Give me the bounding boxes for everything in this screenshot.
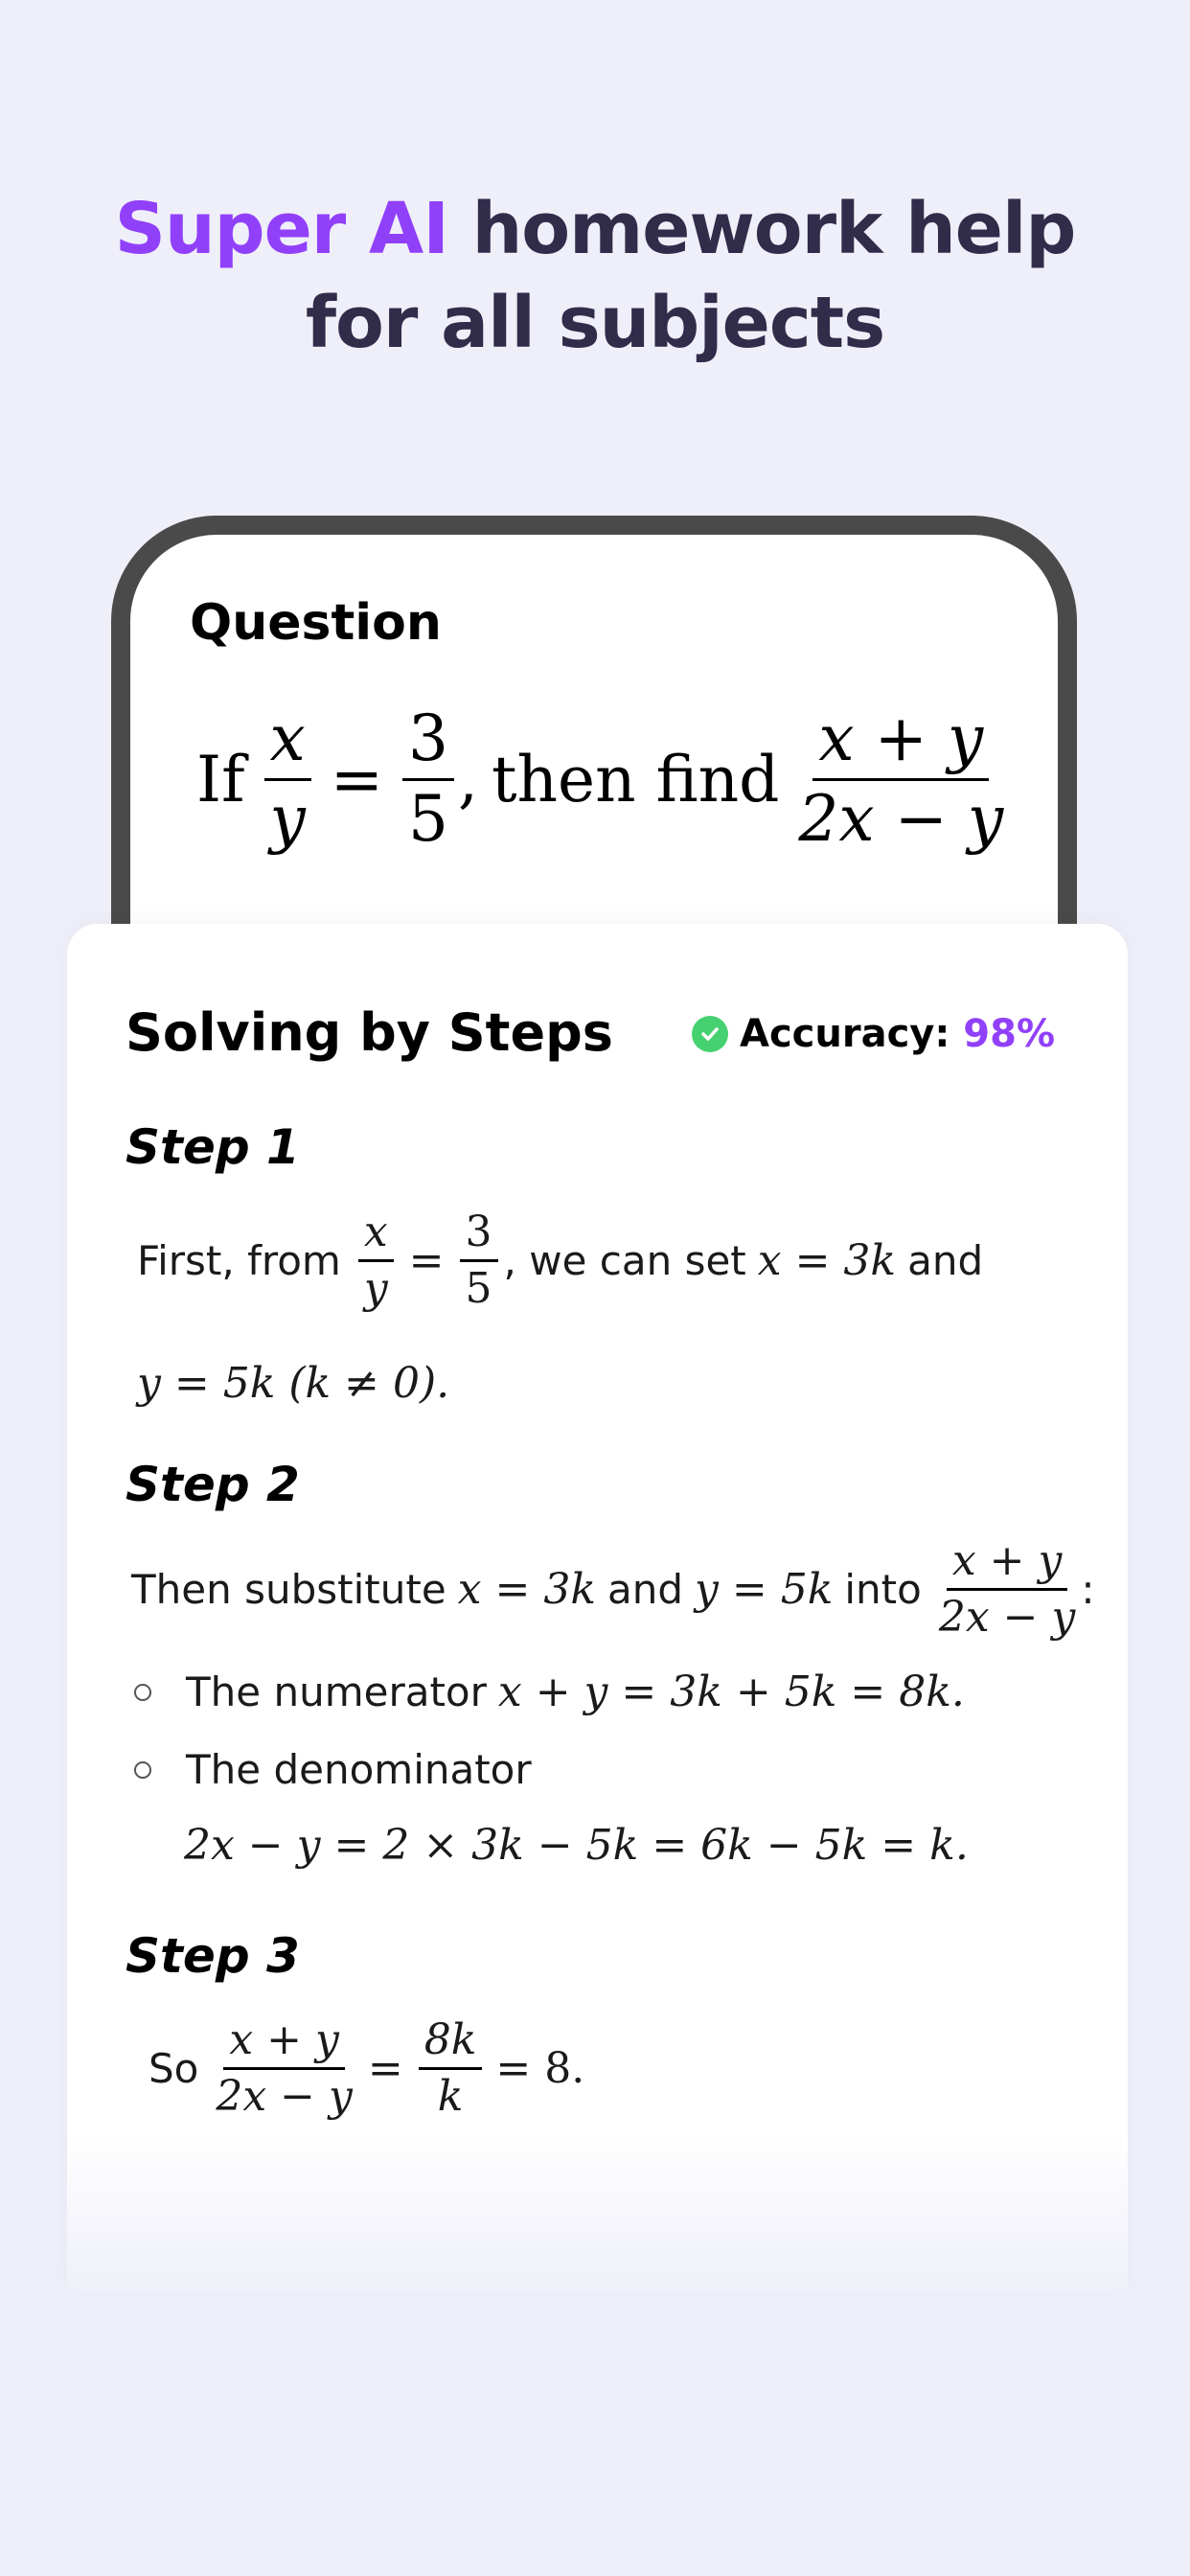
equals: =: [408, 1236, 445, 1286]
fraction: [358, 1209, 394, 1313]
numerator: 3: [460, 1209, 498, 1262]
fraction-target: [798, 704, 1003, 854]
text: Then substitute: [131, 1566, 446, 1614]
fraction: [939, 1538, 1076, 1642]
text: , we can set: [503, 1237, 746, 1285]
headline-rest: homework help: [447, 188, 1076, 270]
numerator: 3: [402, 704, 454, 781]
math: x + y = 3k + 5k = 8k.: [497, 1668, 965, 1716]
accuracy-text: [740, 1012, 1055, 1056]
step-3-line: [149, 2017, 584, 2121]
fraction: [419, 2017, 483, 2121]
denominator-math: [184, 1821, 969, 1870]
step-2-intro: [131, 1538, 1095, 1642]
math: y = 5k: [695, 1565, 834, 1615]
math: y = 5k (k ≠ 0).: [137, 1359, 450, 1408]
text: into: [844, 1566, 922, 1614]
bullet-numerator: [134, 1668, 965, 1716]
fraction-3-over-5: [402, 704, 454, 854]
denominator: 5: [465, 1264, 492, 1314]
headline-accent: Super AI: [114, 188, 448, 270]
bullet-icon: [134, 1684, 151, 1701]
numerator: x: [264, 704, 311, 781]
equals: =: [367, 2044, 403, 2094]
text: and: [907, 1237, 984, 1285]
denominator: k: [437, 2072, 464, 2122]
numerator: x: [358, 1209, 394, 1262]
step-1-line-1: [137, 1209, 983, 1313]
numerator: x + y: [812, 704, 989, 781]
bullet-icon: [134, 1761, 151, 1779]
comma: ,: [458, 742, 479, 816]
headline-line2: for all subjects: [305, 282, 885, 364]
text: First, from: [137, 1237, 341, 1285]
equals: =: [330, 742, 384, 816]
question-equation: [196, 704, 1009, 854]
numerator: 8k: [419, 2017, 483, 2070]
then-find-text: then find: [492, 742, 780, 816]
accuracy-label: Accuracy:: [740, 1012, 950, 1056]
math: = 8.: [495, 2044, 585, 2094]
bullet-denominator: [134, 1746, 532, 1793]
denominator: 2x − y: [216, 2072, 353, 2122]
check-circle-icon: [692, 1016, 728, 1052]
denominator: 2x − y: [938, 1593, 1076, 1643]
text: The denominator: [186, 1746, 532, 1793]
text: The numerator: [186, 1668, 487, 1715]
step-1-label: Step 1: [126, 1119, 300, 1175]
math: x = 3k: [457, 1565, 596, 1615]
denominator: y: [363, 1264, 388, 1314]
fraction: [216, 2017, 353, 2121]
headline: [0, 182, 1190, 370]
colon: :: [1081, 1566, 1095, 1614]
denominator: y: [269, 781, 306, 856]
fraction: [460, 1209, 498, 1313]
step-2-label: Step 2: [126, 1457, 300, 1512]
accuracy-value: 98%: [963, 1012, 1056, 1056]
fraction-x-over-y: [264, 704, 311, 854]
solution-title: Solving by Steps: [126, 1002, 613, 1063]
math: x = 3k: [757, 1236, 897, 1286]
denominator: 5: [408, 781, 449, 856]
question-label: Question: [190, 594, 442, 652]
denominator: 2x − y: [798, 781, 1004, 856]
numerator: x + y: [223, 2017, 345, 2070]
if-text: If: [196, 742, 245, 816]
math: 2x − y = 2 × 3k − 5k = 6k − 5k = k.: [184, 1821, 969, 1870]
text: So: [149, 2045, 199, 2093]
step-3-label: Step 3: [126, 1928, 300, 1984]
step-1-line-2: [137, 1359, 449, 1408]
accuracy-badge: [692, 1012, 1055, 1056]
numerator: x + y: [947, 1538, 1068, 1591]
text: and: [606, 1566, 684, 1614]
